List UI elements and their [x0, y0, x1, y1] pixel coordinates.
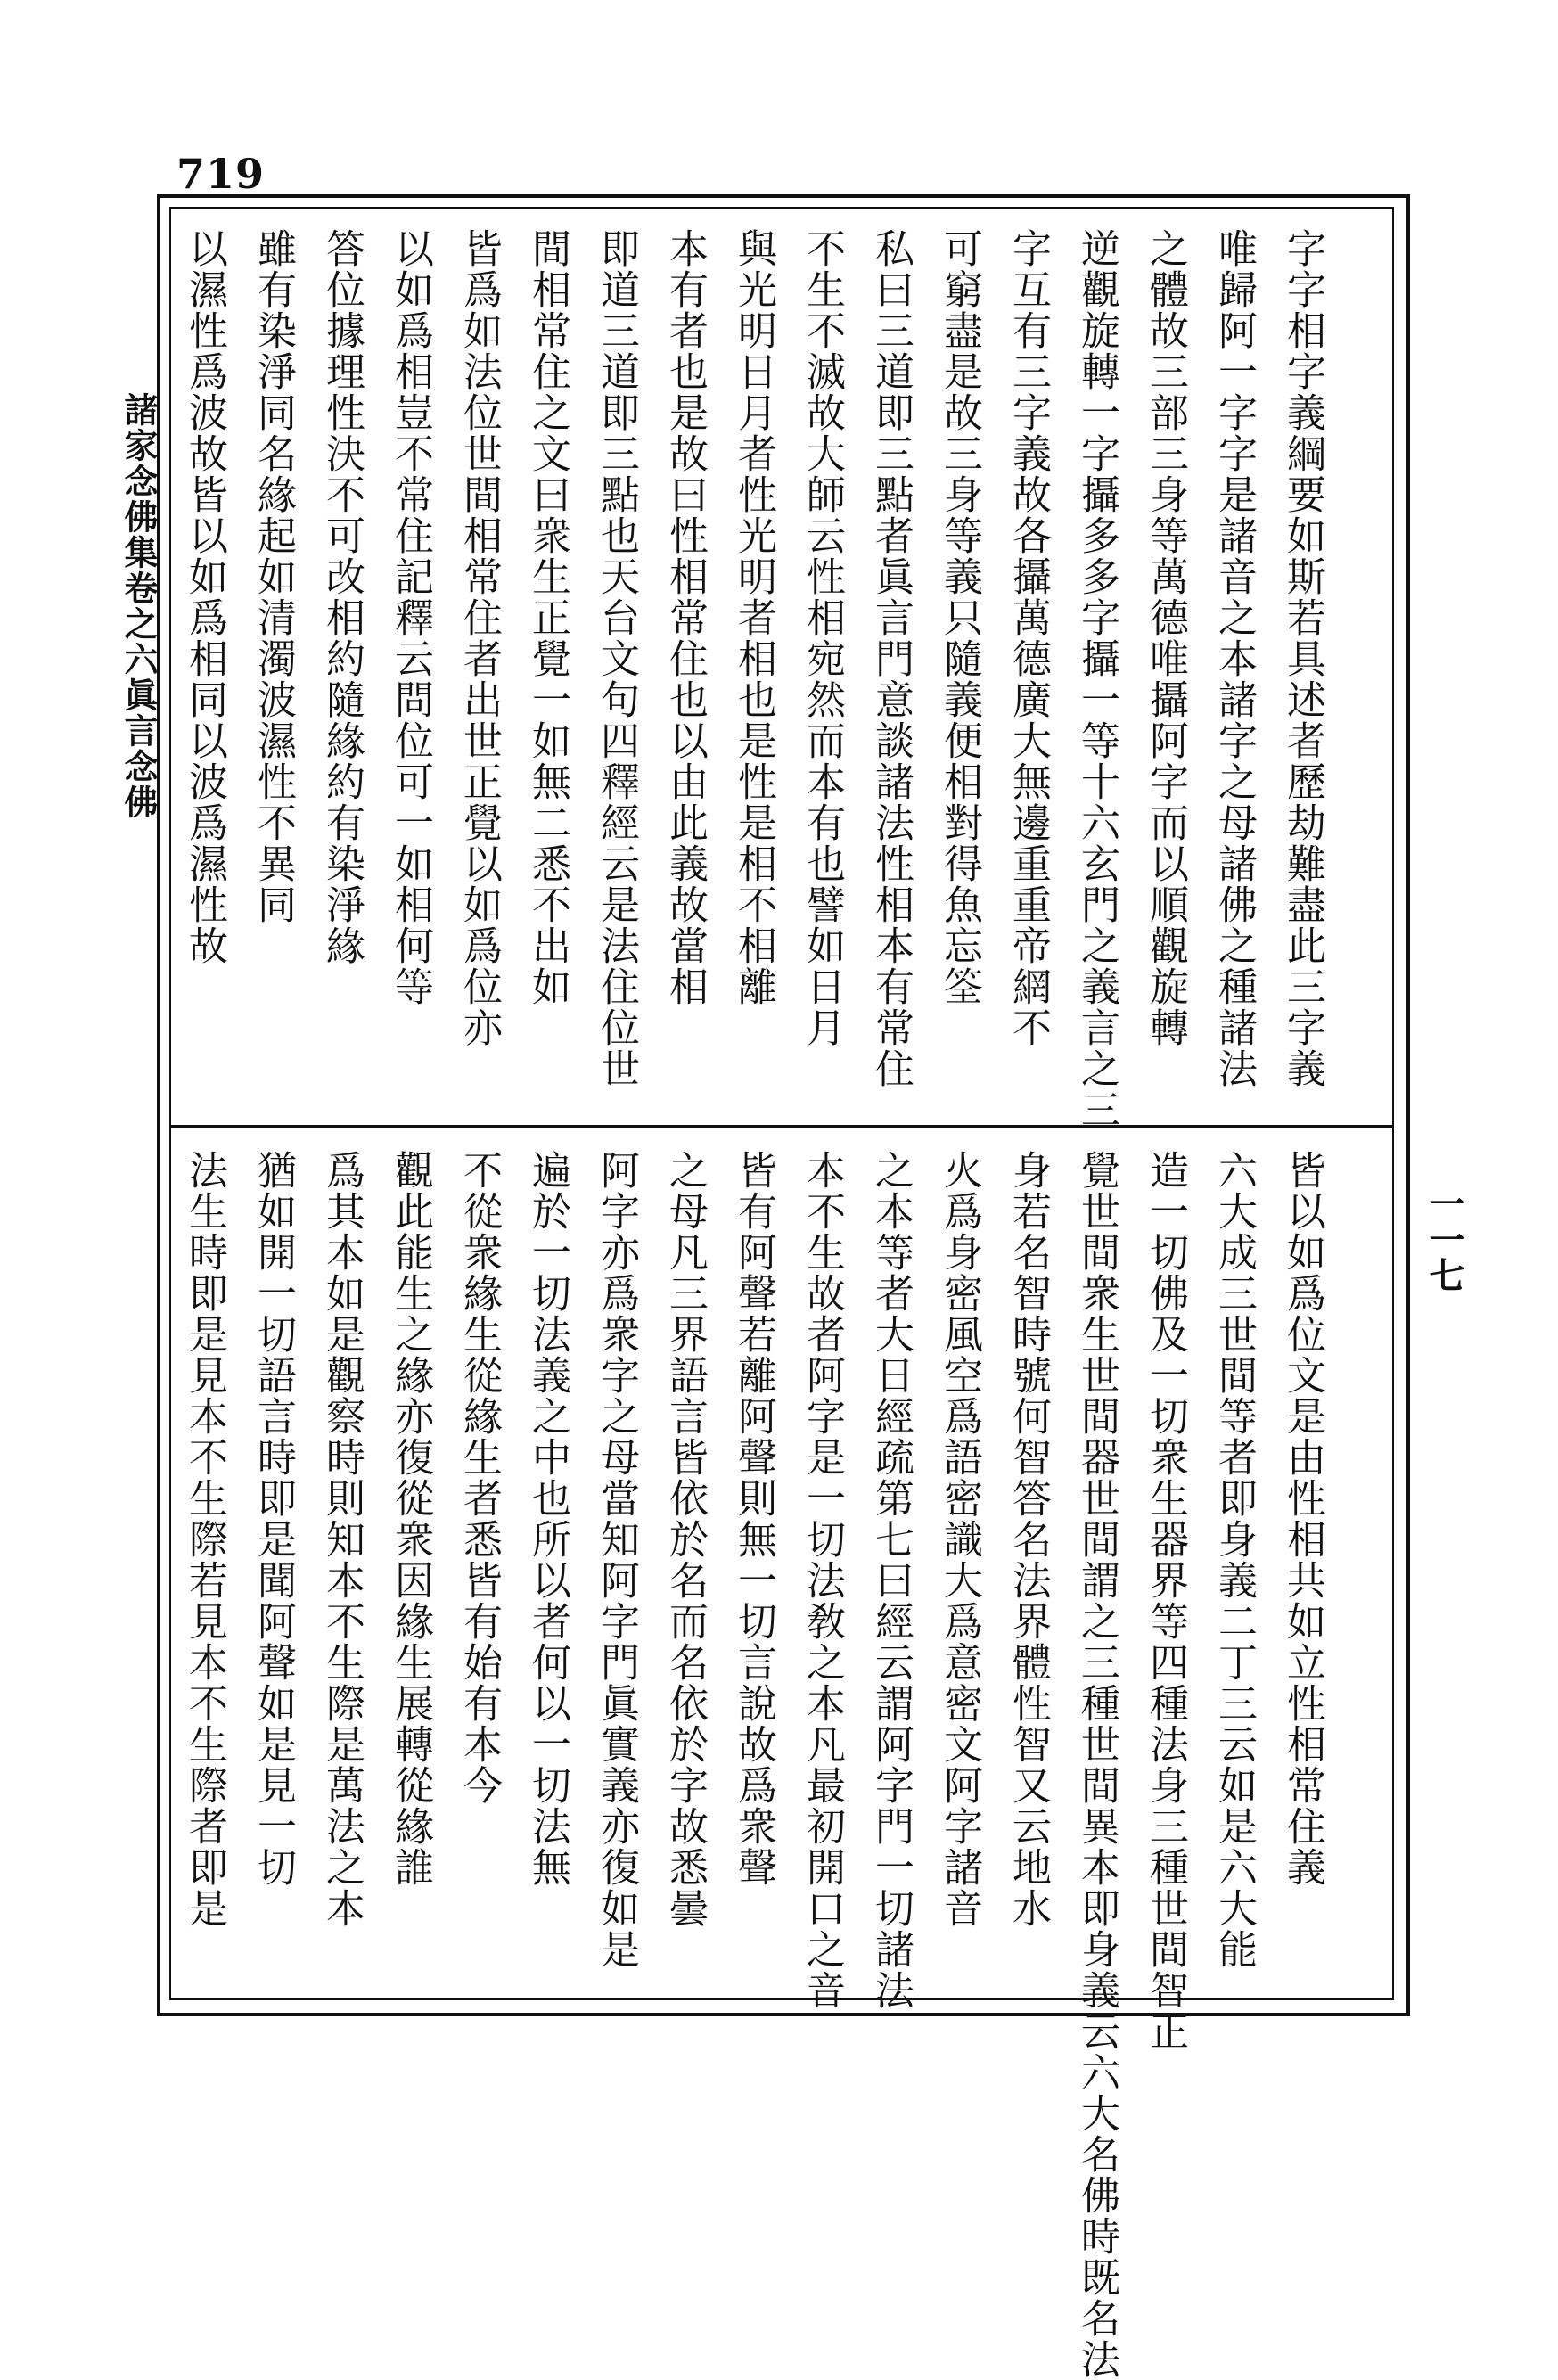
text-column: 身若名智時號何智答名法界體性智又云地水: [1005, 1150, 1051, 1929]
text-column: 造一切佛及一切衆生器界等四種法身三種世間智正: [1143, 1150, 1188, 2052]
running-title: 諸家念佛集卷之六眞言念佛: [119, 392, 159, 820]
page-number: 719: [176, 150, 266, 198]
text-column: 火爲身密風空爲語密識大爲意密文阿字諸音: [937, 1150, 982, 1929]
text-column: 皆有阿聲若離阿聲則無一切言說故爲衆聲: [731, 1150, 776, 1888]
text-column: 遍於一切法義之中也所以者何以一切法無: [525, 1150, 570, 1888]
text-column: 唯歸阿一字字是諸音之本諸字之母諸佛之種諸法: [1211, 228, 1257, 1089]
text-column: 字互有三字義故各攝萬德廣大無邊重重帝網不: [1005, 228, 1051, 1048]
text-column: 皆爲如法位世間相常住者出世正覺以如爲位亦: [456, 228, 502, 1048]
text-column: 字字相字義綱要如斯若具述者歷劫難盡此三字義: [1280, 228, 1325, 1089]
text-column: 私曰三道即三點者眞言門意談諸法性相本有常住: [868, 228, 914, 1089]
text-column: 觀此能生之緣亦復從衆因緣生展轉從緣誰: [388, 1150, 433, 1888]
text-column: 皆以如爲位文是由性相共如立性相常住義: [1280, 1150, 1325, 1888]
text-column: 之體故三部三身等萬德唯攝阿字而以順觀旋轉: [1143, 228, 1188, 1048]
text-column: 可窮盡是故三身等義只隨義便相對得魚忘筌: [937, 228, 982, 1007]
section-divider: [169, 1125, 1394, 1128]
bottom-text-section: [182, 1150, 1337, 2380]
folio-number: 一一七: [1423, 1186, 1465, 1293]
text-column: 與光明日月者性光明者相也是性是相不相離: [731, 228, 776, 1007]
text-column: 之本等者大日經疏第七曰經云謂阿字門一切諸法: [868, 1150, 914, 2011]
text-column: 六大成三世間等者即身義二丁三云如是六大能: [1211, 1150, 1257, 1970]
text-column: 以濕性爲波故皆以如爲相同以波爲濕性故: [182, 228, 227, 966]
text-column: 覺世間衆生世間器世間謂之三種世間異本即身義云六大名佛時既名法: [1074, 1150, 1119, 2380]
text-column: 法生時即是見本不生際若見本不生際者即是: [182, 1150, 227, 1929]
text-column: 不生不滅故大師云性相宛然而本有也譬如日月: [800, 228, 845, 1048]
text-column: 以如爲相豈不常住記釋云問位可一如相何等: [388, 228, 433, 1007]
text-column: 之母凡三界語言皆依於名而名依於字故悉曇: [662, 1150, 708, 1929]
text-column: 不從衆緣生從緣生者悉皆有始有本今: [456, 1150, 502, 1806]
text-column: 本有者也是故曰性相常住也以由此義故當相: [662, 228, 708, 1007]
text-column: 本不生故者阿字是一切法敎之本凡最初開口之音: [800, 1150, 845, 2011]
text-column: 阿字亦爲衆字之母當知阿字門眞實義亦復如是: [594, 1150, 639, 1970]
text-column: 間相常住之文曰衆生正覺一如無二悉不出如: [525, 228, 570, 1007]
text-column: 爲其本如是觀察時則知本不生際是萬法之本: [319, 1150, 365, 1929]
text-column: 猶如開一切語言時即是聞阿聲如是見一切: [250, 1150, 296, 1888]
text-column: 即道三道即三點也天台文句四釋經云是法住位世: [594, 228, 639, 1089]
text-column: 答位據理性決不可改相約隨緣約有染淨緣: [319, 228, 365, 966]
text-column: 逆觀旋轉一字攝多多字攝一等十六玄門之義言之三: [1074, 228, 1119, 1130]
top-text-section: [182, 228, 1337, 1130]
text-column: 雖有染淨同名緣起如清濁波濕性不異同: [250, 228, 296, 925]
